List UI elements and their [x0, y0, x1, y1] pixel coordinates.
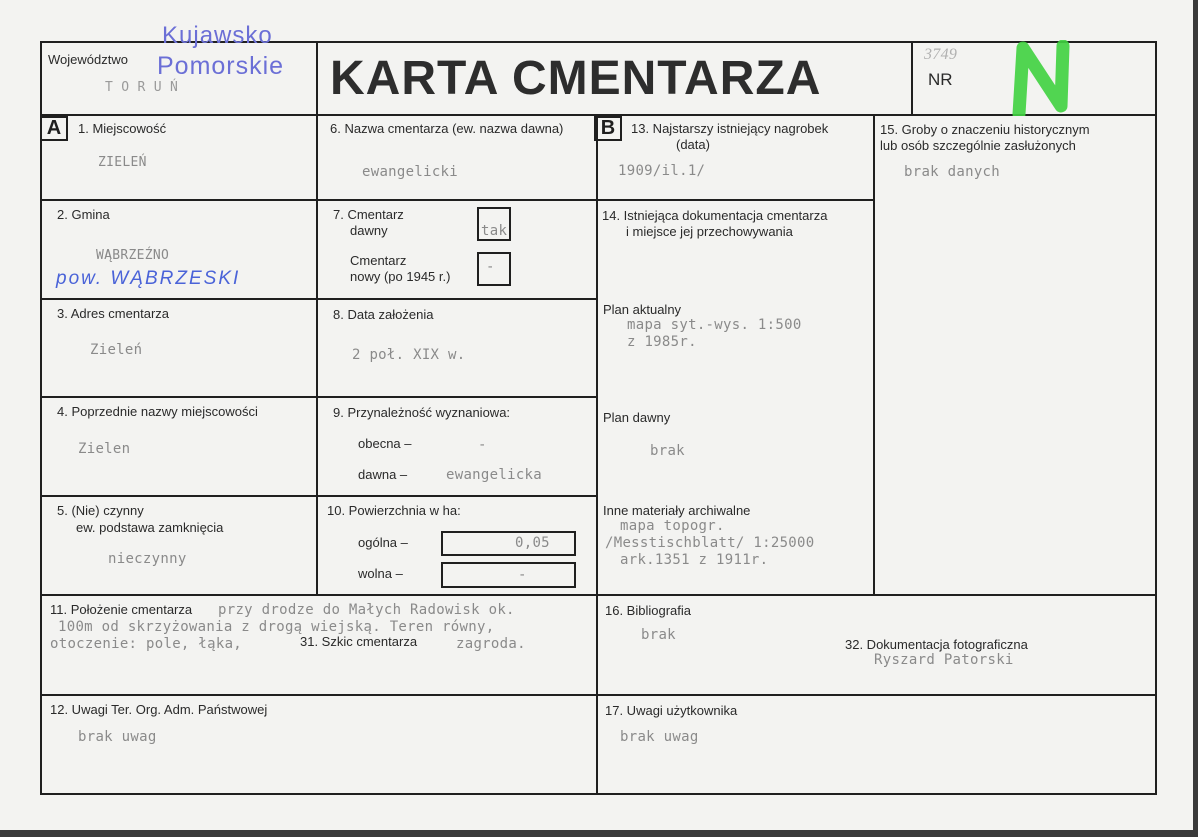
- f11-value1: przy drodze do Małych Radowisk ok.: [218, 602, 515, 618]
- f32-label: 32. Dokumentacja fotograficzna: [845, 637, 1028, 652]
- header-divider-1: [316, 41, 318, 116]
- f10-wolna-box: [441, 562, 576, 588]
- f7-nowy-line1: Cmentarz: [350, 253, 407, 268]
- f11-value3: otoczenie: pole, łąka,: [50, 636, 243, 652]
- f14-label-line2: i miejsce jej przechowywania: [626, 224, 793, 239]
- frame-left: [40, 41, 42, 795]
- plan-aktualny-label: Plan aktualny: [603, 302, 682, 317]
- f1-label: 1. Miejscowość: [78, 121, 167, 136]
- f6-value: ewangelicki: [362, 164, 459, 180]
- f8-label: 8. Data założenia: [333, 307, 434, 322]
- col-line-1: [316, 114, 318, 596]
- f7-label-line2: dawny: [350, 223, 388, 238]
- f4-value: Zielen: [78, 441, 131, 457]
- f15-value: brak danych: [904, 164, 1001, 180]
- f16-value: brak: [641, 627, 676, 643]
- col-line-2: [596, 114, 598, 795]
- f5-value: nieczynny: [108, 551, 187, 567]
- f17-label: 17. Uwagi użytkownika: [605, 703, 738, 718]
- f12-value: brak uwag: [78, 729, 157, 745]
- f9-obecna-value: -: [478, 437, 487, 453]
- f7-dawny-value: tak: [481, 223, 508, 239]
- inne-value3: ark.1351 z 1911r.: [620, 552, 769, 568]
- f2-label: 2. Gmina: [57, 207, 110, 222]
- f10-wolna-label: wolna –: [358, 566, 403, 581]
- f11-value2: 100m od skrzyżowania z drogą wiejską. Teren równy,: [58, 619, 495, 635]
- f10-ogolna-box: [441, 531, 576, 556]
- f10-label: 10. Powierzchnia w ha:: [327, 503, 461, 518]
- f3-label: 3. Adres cmentarza: [57, 306, 169, 321]
- f7-nowy-value: -: [486, 259, 495, 275]
- f15-label-line2: lub osób szczególnie zasłużonych: [880, 138, 1076, 153]
- row-line-1: [40, 199, 875, 201]
- header-divider-2: [911, 41, 913, 116]
- row-line-6: [40, 694, 1157, 696]
- row-line-5: [40, 594, 1157, 596]
- nr-label: NR: [928, 70, 953, 89]
- col-line-3: [873, 114, 875, 596]
- f3-value: Zieleń: [90, 342, 143, 358]
- plan-dawny-value: brak: [650, 443, 685, 459]
- wojewodztwo-label: Województwo: [48, 52, 128, 67]
- section-b-mark: B: [594, 116, 622, 141]
- torun-value: T O R U Ń: [105, 80, 179, 95]
- frame-right: [1155, 41, 1157, 795]
- f7-label-line1: 7. Cmentarz: [333, 207, 404, 222]
- row-line-4: [40, 495, 598, 497]
- f10-ogolna-label: ogólna –: [358, 535, 408, 550]
- f1-value: ZIELEŃ: [98, 155, 147, 170]
- f32-value: Ryszard Patorski: [874, 652, 1014, 668]
- f12-label: 12. Uwagi Ter. Org. Adm. Państwowej: [50, 702, 268, 717]
- f13-label-line2: (data): [676, 137, 710, 152]
- frame-bottom: [40, 793, 1157, 795]
- inne-value1: mapa topogr.: [620, 518, 725, 534]
- f14-label-line1: 14. Istniejąca dokumentacja cmentarza: [602, 208, 828, 223]
- f2-value: WĄBRZEŹNO: [96, 248, 170, 263]
- f9-dawna-label: dawna –: [358, 467, 408, 482]
- page-title: KARTA CMENTARZA: [330, 52, 822, 105]
- f13-label-line1: 13. Najstarszy istniejący nagrobek: [631, 121, 829, 136]
- f5-label-line2: ew. podstawa zamknięcia: [76, 520, 224, 535]
- plan-aktualny-value1: mapa syt.-wys. 1:500: [627, 317, 802, 333]
- f10-wolna-value: -: [518, 567, 527, 583]
- f9-label: 9. Przynależność wyznaniowa:: [333, 405, 511, 420]
- f7-nowy-line2: nowy (po 1945 r.): [350, 269, 451, 284]
- f11-value4: zagroda.: [456, 636, 526, 652]
- f10-ogolna-value: 0,05: [515, 535, 550, 551]
- inne-value2: /Messtischblatt/ 1:25000: [605, 535, 815, 551]
- section-a-mark: A: [40, 116, 68, 141]
- f9-obecna-label: obecna –: [358, 436, 412, 451]
- row-line-2: [40, 298, 598, 300]
- f2-handwritten: pow. WĄBRZESKI: [56, 268, 241, 289]
- f11-label: 11. Położenie cmentarza: [50, 602, 193, 617]
- f4-label: 4. Poprzednie nazwy miejscowości: [57, 404, 258, 419]
- f17-value: brak uwag: [620, 729, 699, 745]
- f8-value: 2 poł. XIX w.: [352, 347, 466, 363]
- inne-label: Inne materiały archiwalne: [603, 503, 751, 518]
- f9-dawna-value: ewangelicka: [446, 467, 543, 483]
- stamp-line1: Kujawsko: [162, 22, 273, 49]
- f15-label-line1: 15. Groby o znaczeniu historycznym: [880, 122, 1090, 137]
- f16-label: 16. Bibliografia: [605, 603, 691, 618]
- f6-label: 6. Nazwa cmentarza (ew. nazwa dawna): [330, 121, 564, 136]
- f5-label-line1: 5. (Nie) czynny: [57, 503, 144, 518]
- plan-dawny-label: Plan dawny: [603, 410, 671, 425]
- plan-aktualny-value2: z 1985r.: [627, 334, 697, 350]
- row-line-3: [40, 396, 598, 398]
- f13-value: 1909/il.1/: [618, 163, 706, 179]
- f31-label: 31. Szkic cmentarza: [300, 634, 418, 649]
- green-n-mark: [1005, 40, 1085, 116]
- stamp-line2: Pomorskie: [157, 52, 285, 80]
- nr-value: 3749: [924, 46, 958, 63]
